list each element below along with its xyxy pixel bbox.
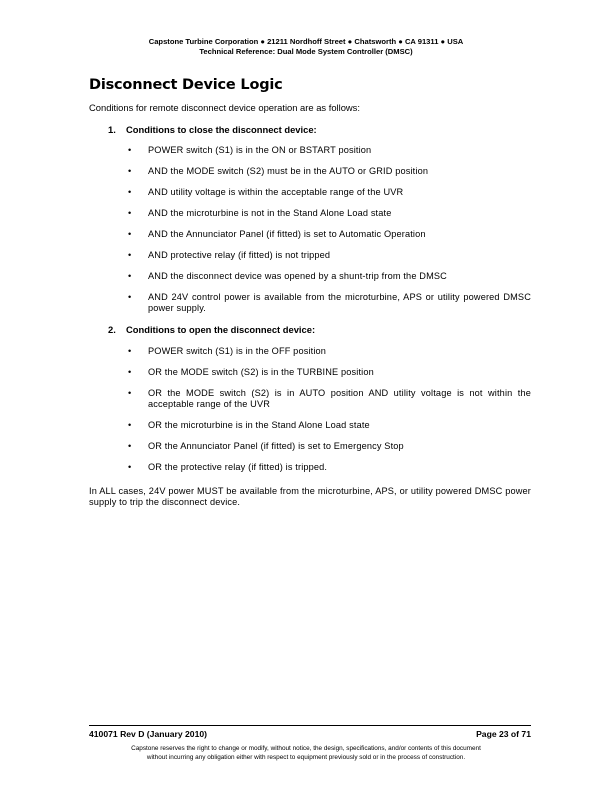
- section-heading-text: Conditions to open the disconnect device:: [126, 324, 316, 335]
- disclaimer-line: without incurring any obligation either with respect to equipment previously sold or in the process of construction.: [146, 754, 466, 761]
- section-title: Disconnect Device Logic: [89, 77, 283, 93]
- bullet-icon: •: [128, 145, 132, 155]
- intro-paragraph: Conditions for remote disconnect device operation are as follows:: [89, 102, 360, 113]
- document-revision: 410071 Rev D (January 2010): [89, 729, 208, 739]
- header-document-title: Technical Reference: Dual Mode System Controller (DMSC): [199, 47, 413, 56]
- list-item: • OR the microturbine is in the Stand Alone Load state: [128, 420, 370, 430]
- bullet-icon: •: [128, 420, 132, 430]
- bullet-icon: •: [128, 441, 132, 451]
- bullet-icon: •: [128, 292, 132, 302]
- closing-paragraph: In ALL cases, 24V power MUST be available from the microturbine, APS, or utility powered DMSC power supply to trip the disconnect device.: [89, 486, 531, 507]
- disclaimer-line: Capstone reserves the right to change or modify, without notice, the design, specifications, and/or contents of this document: [131, 745, 481, 752]
- list-item: • AND 24V control power is available from the microturbine, APS or utility powered DMSC power supply.: [128, 292, 531, 313]
- footer-disclaimer: [0, 744, 612, 762]
- list-item: • AND the microturbine is not in the Stand Alone Load state: [128, 208, 392, 218]
- section-number: 2.: [108, 324, 116, 335]
- bullet-icon: •: [128, 346, 132, 356]
- bullet-icon: •: [128, 166, 132, 176]
- bullet-icon: •: [128, 208, 132, 218]
- list-item: • AND utility voltage is within the acceptable range of the UVR: [128, 187, 404, 197]
- list-item: • AND the disconnect device was opened by a shunt-trip from the DMSC: [128, 271, 447, 281]
- list-item: • OR the protective relay (if fitted) is tripped.: [128, 462, 328, 472]
- section-number: 1.: [108, 124, 116, 135]
- footer-divider: [89, 725, 531, 726]
- section-heading-close: [108, 124, 317, 135]
- bullet-icon: •: [128, 229, 132, 239]
- list-item: • AND the Annunciator Panel (if fitted) is set to Automatic Operation: [128, 229, 426, 239]
- list-item: • OR the MODE switch (S2) is in the TURBINE position: [128, 367, 374, 377]
- list-item: • AND the MODE switch (S2) must be in the AUTO or GRID position: [128, 166, 429, 176]
- list-item: • OR the MODE switch (S2) is in AUTO position AND utility voltage is not within the acceptable range of the UVR: [128, 388, 531, 409]
- section-heading-open: [108, 324, 315, 335]
- bullet-icon: •: [128, 250, 132, 260]
- list-item: • POWER switch (S1) is in the ON or BSTART position: [128, 145, 372, 155]
- list-item: • AND protective relay (if fitted) is not tripped: [128, 250, 331, 260]
- page-header: [0, 37, 612, 57]
- bullet-icon: •: [128, 462, 132, 472]
- bullet-icon: •: [128, 187, 132, 197]
- close-conditions-list: [0, 145, 531, 314]
- bullet-icon: •: [128, 367, 132, 377]
- section-heading-text: Conditions to close the disconnect device:: [126, 124, 317, 135]
- open-conditions-list: [0, 346, 531, 473]
- bullet-icon: •: [128, 271, 132, 281]
- list-item: • OR the Annunciator Panel (if fitted) is set to Emergency Stop: [128, 441, 404, 451]
- list-item: • POWER switch (S1) is in the OFF position: [128, 346, 327, 356]
- header-company-address: Capstone Turbine Corporation ● 21211 Nordhoff Street ● Chatsworth ● CA 91311 ● USA: [148, 37, 464, 46]
- page-number: Page 23 of 71: [476, 729, 531, 739]
- bullet-icon: •: [128, 388, 132, 398]
